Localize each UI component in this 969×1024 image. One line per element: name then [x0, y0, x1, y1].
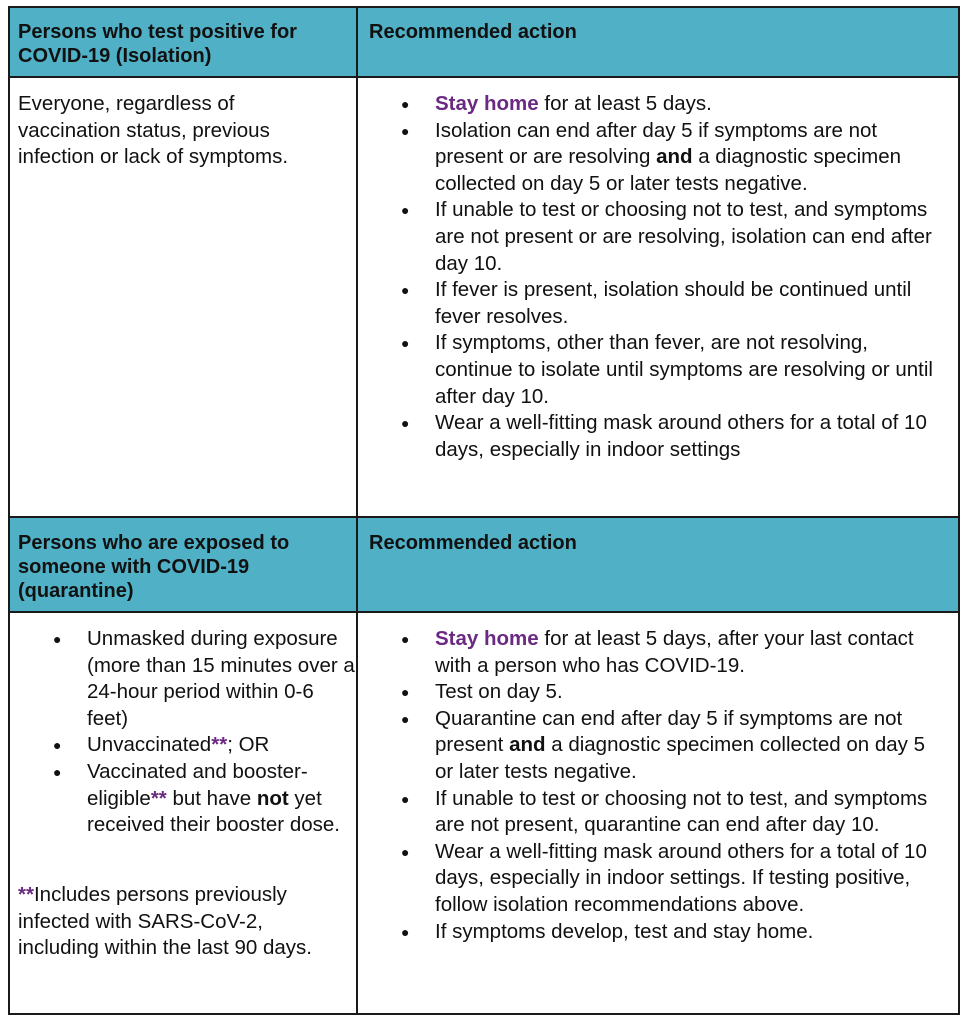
list-item: ● If unable to test or choosing not to test, and symptoms are not present or are resolving, isolation can end after day 10.: [393, 197, 948, 277]
isolation-population-heading: Persons who test positive for COVID-19 (Isolation): [18, 21, 297, 67]
isolation-action-heading: Recommended action: [369, 21, 577, 43]
quarantine-population-heading: Persons who are exposed to someone with COVID-19 (quarantine): [18, 532, 290, 602]
list-item: ● If symptoms develop, test and stay home.: [393, 919, 948, 946]
row-divider: [8, 516, 960, 518]
stay-home-highlight: Stay home: [435, 627, 539, 650]
list-item: ● Wear a well-fitting mask around others for a total of 10 days, especially in indoor settings: [393, 410, 948, 463]
list-item: ● If fever is present, isolation should be continued until fever resolves.: [393, 277, 948, 330]
list-item: ● If unable to test or choosing not to test, and symptoms are not present, quarantine can end after day 10.: [393, 786, 948, 839]
list-item: ● Wear a well-fitting mask around others for a total of 10 days, especially in indoor settings. If testing positive, follow isolation recommendations above.: [393, 839, 948, 919]
isolation-action-list: [393, 91, 948, 463]
list-item: ● Vaccinated and booster-eligible** but have not yet received their booster dose.: [45, 759, 355, 839]
stay-home-highlight: Stay home: [435, 92, 539, 115]
table-border-right: [958, 6, 960, 1015]
footnote: **Includes persons previously infected with SARS-CoV-2, including within the last 90 days.: [18, 883, 313, 960]
table-border-top: [8, 6, 960, 8]
table-border-left: [8, 6, 10, 1015]
quarantine-criteria-list: [45, 626, 355, 839]
list-item: ● Stay home for at least 5 days.: [393, 91, 948, 118]
quarantine-action-list: [393, 626, 948, 945]
list-item: ● Quarantine can end after day 5 if symptoms are not present and a diagnostic specimen collected on day 5 or later tests negative.: [393, 706, 948, 786]
list-item: ● If symptoms, other than fever, are not resolving, continue to isolate until symptoms are resolving or until after day 10.: [393, 330, 948, 410]
guidance-table: [8, 6, 960, 1015]
list-item: ● Unmasked during exposure (more than 15 minutes over a 24-hour period within 0-6 feet): [45, 626, 355, 732]
footnote-mark: **: [211, 733, 228, 757]
row-divider: [8, 611, 960, 613]
list-item: ● Stay home for at least 5 days, after your last contact with a person who has COVID-19.: [393, 626, 948, 679]
isolation-population-text: Everyone, regardless of vaccination status, previous infection or lack of symptoms.: [18, 92, 289, 169]
footnote-mark: **: [150, 786, 167, 810]
list-item: ● Unvaccinated**; OR: [45, 732, 355, 759]
table-border-bottom: [8, 1013, 960, 1015]
footnote-mark: **: [18, 883, 34, 906]
row-divider: [8, 76, 960, 78]
quarantine-action-heading: Recommended action: [369, 532, 577, 554]
list-item: ● Isolation can end after day 5 if symptoms are not present or are resolving and a diagnostic specimen collected on day 5 or later tests negative.: [393, 118, 948, 198]
column-divider: [356, 6, 358, 1015]
list-item: ● Test on day 5.: [393, 679, 948, 706]
